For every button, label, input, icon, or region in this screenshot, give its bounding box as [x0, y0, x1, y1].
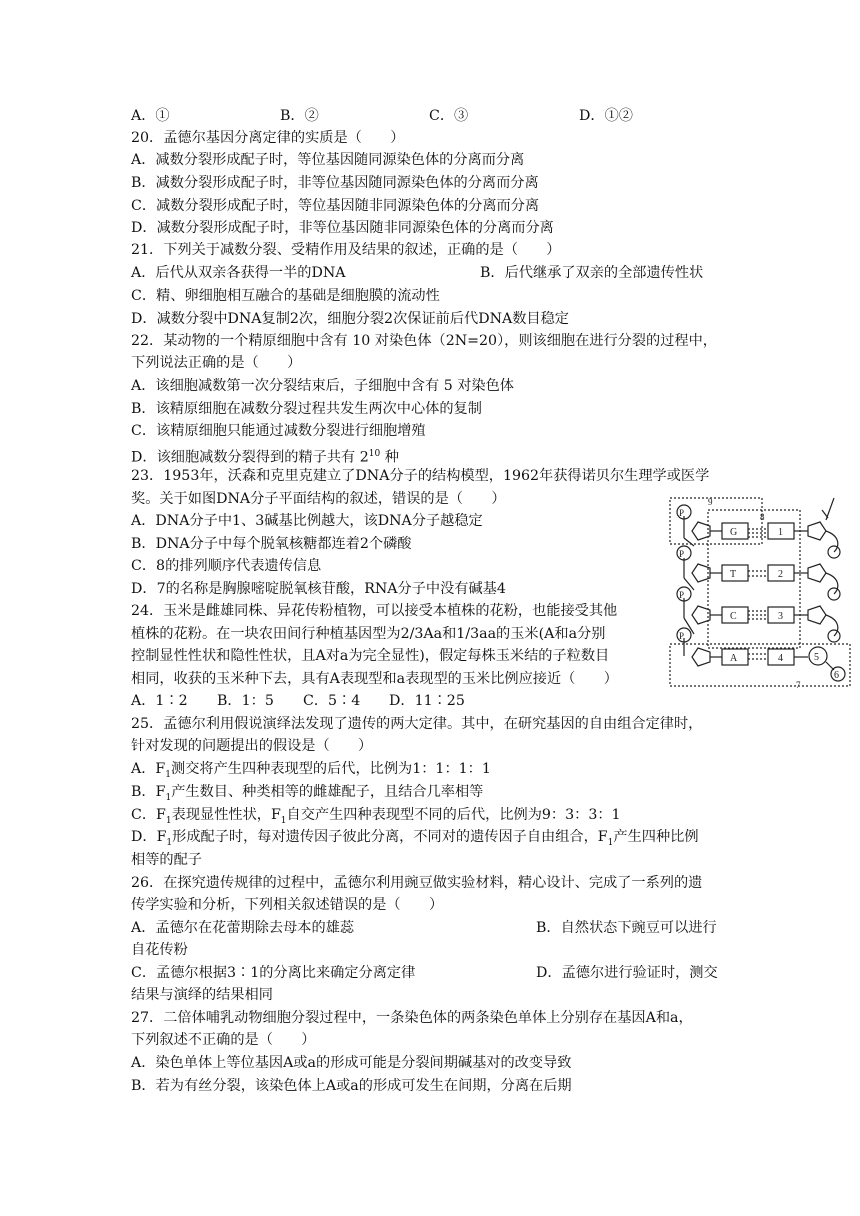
label-6: 6 — [834, 670, 839, 681]
phosphate-4-label: P — [679, 631, 685, 641]
base-1-label: 1 — [778, 527, 783, 538]
q25-option-c-subscript: 1 — [165, 815, 172, 826]
q19-option-d: D．①② — [579, 108, 633, 124]
q24-option-d: D．11∶25 — [389, 693, 465, 709]
q21-option-b: B．后代继承了双亲的全部遗传性状 — [480, 265, 704, 281]
q19-option-c: C．③ — [429, 108, 469, 124]
q20-option-d: D．减数分裂形成配子时，非等位基因随非同源染色体的分离而分离 — [131, 220, 554, 236]
left-sugar-4 — [692, 648, 710, 666]
q25-option-b-text: B．F — [131, 784, 166, 800]
right-sugar-3 — [808, 606, 826, 624]
q27-stem-line2: 下列叙述不正确的是（ ） — [131, 1032, 316, 1048]
q24-option-c: C．5∶4 — [303, 693, 361, 709]
q24-stem-line1: 24．玉米是雌雄同株、异花传粉植物，可以接受本植株的花粉，也能接受其他 — [131, 603, 618, 619]
q25-stem-line1: 25．孟德尔利用假说演绎法发现了遗传的两大定律。其中，在研究基因的自由组合定律时， — [131, 716, 703, 732]
q22-option-d-exponent: 10 — [368, 449, 381, 459]
phosphate-1-label: P — [679, 508, 685, 518]
phosphate-3-label: P — [679, 590, 685, 600]
q25-option-d-text: D．F — [131, 829, 167, 845]
q20-option-a: A．减数分裂形成配子时，等位基因随同源染色体的分离而分离 — [131, 152, 525, 168]
q25-option-b-subscript: 1 — [165, 792, 172, 803]
q19-option-a: A．① — [131, 108, 170, 124]
q19-options — [131, 106, 731, 126]
left-sugar-3 — [692, 606, 710, 624]
q26-option-a: A．孟德尔在花蕾期除去母本的雄蕊 — [131, 920, 355, 936]
q24-stem-line2: 植株的花粉。在一块农田间行种植基因型为2/3Aa和1/3aa的玉米(A和a分别 — [131, 626, 606, 642]
left-sugar-2 — [692, 564, 710, 582]
q25-option-d — [131, 827, 699, 853]
q27-stem-line1: 27．二倍体哺乳动物细胞分裂过程中，一条染色体的两条染色单体上分别存在基因A和a， — [131, 1010, 693, 1026]
q26-option-b-line2: 自花传粉 — [131, 942, 188, 958]
q23-option-b: B．DNA分子中每个脱氧核糖都连着2个磷酸 — [131, 536, 412, 552]
q23-stem-line2: 奖。关于如图DNA分子平面结构的叙述，错误的是（ ） — [131, 491, 506, 507]
q25-option-d-subscript-2: 1 — [607, 837, 614, 848]
q25-option-d-mid: 形成配子时，每对遗传因子彼此分离，不同对的遗传因子自由组合，F — [172, 829, 608, 845]
q25-option-c-rest: 自交产生四种表现型不同的后代，比例为9：3：3：1 — [286, 807, 621, 823]
phosphate-2-label: P — [679, 549, 685, 559]
q26-option-c: C．孟德尔根据3∶1的分离比来确定分离定律 — [131, 965, 416, 981]
q25-option-b-rest: 产生数目、种类相等的雌雄配子，且结合几率相等 — [171, 784, 484, 800]
q25-option-c-text: C．F — [131, 807, 166, 823]
q20-option-c: C．减数分裂形成配子时，等位基因随非同源染色体的分离而分离 — [131, 198, 540, 214]
q25-stem-line2: 针对发现的问题提出的假设是（ ） — [131, 738, 373, 754]
q24-option-a: A．1∶2 — [131, 693, 188, 709]
label-5: 5 — [814, 652, 819, 663]
q25-option-d-line2: 相等的配子 — [131, 852, 202, 868]
label-8: 8 — [760, 512, 765, 522]
q21-option-c: C．精、卵细胞相互融合的基础是细胞膜的流动性 — [131, 288, 440, 304]
q23-stem-line1: 23．1953年，沃森和克里克建立了DNA分子的结构模型，1962年获得诺贝尔生理学或医学 — [131, 468, 710, 484]
q22-option-a: A．该细胞减数第一次分裂结束后，子细胞中含有 5 对染色体 — [131, 378, 514, 394]
q24-options — [131, 691, 511, 711]
q25-option-b — [131, 782, 483, 808]
base-c-label: C — [730, 611, 737, 622]
q21-stem: 21．下列关于减数分裂、受精作用及结果的叙述，正确的是（ ） — [131, 242, 561, 258]
q27-option-a: A．染色单体上等位基因A或a的形成可能是分裂间期碱基对的改变导致 — [131, 1055, 572, 1071]
q25-option-c-mid: 表现显性性状，F — [171, 807, 281, 823]
base-t-label: T — [730, 569, 737, 580]
q22-option-d — [131, 444, 399, 468]
q22-option-d-unit: 种 — [380, 449, 399, 466]
q26-option-d-line2: 结果与演绎的结果相同 — [131, 987, 273, 1003]
q21-option-d: D．减数分裂中DNA复制2次，细胞分裂2次保证前后代DNA数目稳定 — [131, 311, 569, 327]
dna-structure-diagram — [668, 496, 852, 690]
q25-option-a-rest: 测交将产生四种表现型的后代，比例为1：1：1：1 — [171, 761, 491, 777]
q24-option-b: B．1：5 — [217, 693, 274, 709]
q22-option-c: C．该精原细胞只能通过减数分裂进行细胞增殖 — [131, 423, 426, 439]
right-sugar-2 — [808, 564, 826, 582]
q25-option-d-rest: 产生四种比例 — [613, 829, 699, 845]
q22-option-d-text: D．该细胞减数分裂得到的精子共有 2 — [131, 449, 369, 466]
base-g-label: G — [730, 527, 738, 538]
q19-option-b: B．② — [280, 108, 319, 124]
q23-option-c: C．8的排列顺序代表遗传信息 — [131, 558, 322, 574]
q22-option-b: B．该精原细胞在减数分裂过程共发生两次中心体的复制 — [131, 401, 482, 417]
q26-option-d: D．孟德尔进行验证时，测交 — [536, 965, 718, 981]
q25-option-a-subscript: 1 — [165, 769, 172, 780]
q24-stem-line3: 控制显性性状和隐性性状，且A对a为完全显性)，假定每株玉米结的子粒数目 — [131, 648, 610, 664]
q26-stem-line2: 传学实验和分析，下列相关叙述错误的是（ ） — [131, 897, 444, 913]
label-9: 9 — [708, 497, 713, 507]
base-3-label: 3 — [778, 611, 783, 622]
right-sugar-1 — [808, 522, 826, 540]
q25-option-a — [131, 759, 491, 785]
q21-option-a: A．后代从双亲各获得一半的DNA — [131, 265, 346, 281]
base-4-label: 4 — [778, 653, 783, 664]
base-2-label: 2 — [778, 569, 783, 580]
q22-stem-line2: 下列说法正确的是（ ） — [131, 355, 302, 371]
left-sugar-1 — [692, 522, 710, 540]
q26-stem-line1: 26．在探究遗传规律的过程中，孟德尔利用豌豆做实验材料，精心设计、完成了一系列的遗 — [131, 875, 703, 891]
q23-option-d: D．7的名称是胸腺嘧啶脱氧核苷酸，RNA分子中没有碱基4 — [131, 581, 506, 597]
q22-stem-line1: 22．某动物的一个精原细胞中含有 10 对染色体（2N=20），则该细胞在进行分裂的过程中， — [131, 333, 717, 349]
q26-option-b: B．自然状态下豌豆可以进行 — [536, 920, 717, 936]
q20-option-b: B．减数分裂形成配子时，非等位基因随同源染色体的分离而分离 — [131, 175, 539, 191]
base-a-label: A — [730, 653, 738, 664]
left-backbone — [684, 516, 694, 656]
q24-stem-line4: 相同，收获的玉米种下去，具有A表现型和a表现型的玉米比例应接近（ ） — [131, 671, 618, 687]
hydrogen-bonds — [748, 529, 768, 659]
label-7: 7 — [796, 680, 801, 690]
q20-stem: 20．孟德尔基因分离定律的实质是（ ） — [131, 130, 405, 146]
q25-option-c-subscript-2: 1 — [280, 815, 287, 826]
q27-option-b: B．若为有丝分裂，该染色体上A或a的形成可发生在间期，分离在后期 — [131, 1078, 572, 1094]
q25-option-a-text: A．F — [131, 761, 166, 777]
q23-option-a: A．DNA分子中1、3碱基比例越大，该DNA分子越稳定 — [131, 513, 483, 529]
q25-option-d-subscript: 1 — [166, 837, 173, 848]
right-backbone — [822, 498, 838, 636]
